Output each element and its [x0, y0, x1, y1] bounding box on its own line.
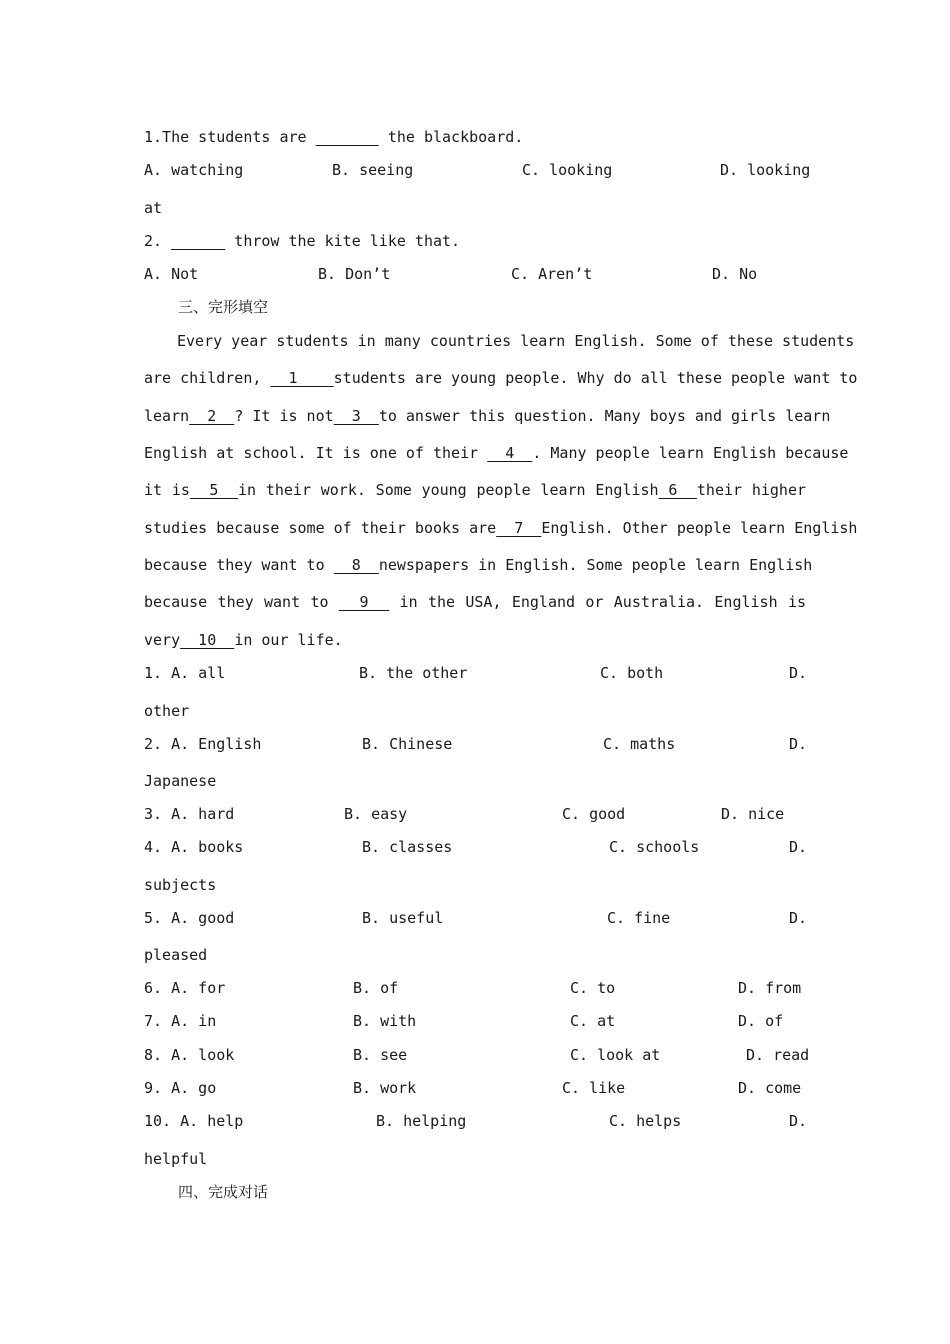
passage-text: to answer this question. Many boys and girls learn	[378, 407, 831, 425]
q2-option-b: B. Don’t	[318, 265, 391, 283]
cloze-3-option-c: C. good	[562, 805, 626, 823]
passage-text: English. Other people learn English	[541, 519, 858, 537]
cloze-9-option-a: 9. A. go	[144, 1079, 217, 1097]
section-4-heading: 四、完成对话	[178, 1183, 269, 1201]
question-text: throw the kite like that.	[225, 232, 461, 250]
passage-line-3	[144, 406, 831, 426]
cloze-7-option-b: B. with	[353, 1012, 417, 1030]
cloze-4-option-b: B. classes	[362, 838, 453, 856]
cloze-4-option-d-wrap: subjects	[144, 876, 217, 894]
blank-4: 4	[487, 444, 533, 462]
passage-text: it is	[144, 481, 190, 499]
passage-line-6	[144, 518, 858, 538]
question-text: the blackboard.	[378, 128, 524, 146]
question-2	[144, 231, 460, 251]
cloze-5-option-c: C. fine	[607, 909, 671, 927]
blank-1: 1	[270, 369, 334, 387]
cloze-8-option-b: B. see	[353, 1046, 408, 1064]
q1-option-c: C. looking	[522, 161, 613, 179]
answer-blank	[171, 232, 225, 250]
cloze-1-option-d: D.	[789, 664, 808, 682]
passage-text: in our life.	[234, 631, 343, 649]
blank-7: 7	[496, 519, 542, 537]
passage-text: . Many people learn English because	[532, 444, 849, 462]
passage-text: in the USA, England or Australia. English is	[389, 593, 807, 611]
cloze-3-option-b: B. easy	[344, 805, 408, 823]
cloze-6-option-d: D. from	[738, 979, 802, 997]
cloze-8-option-d: D. read	[746, 1046, 810, 1064]
cloze-1-option-c: C. both	[600, 664, 664, 682]
question-1	[144, 127, 523, 147]
blank-10: 10	[180, 631, 235, 649]
passage-line-2	[144, 368, 858, 388]
passage-line-8	[144, 592, 806, 612]
blank-3: 3	[333, 407, 379, 425]
cloze-10-option-a: 10. A. help	[144, 1112, 244, 1130]
cloze-2-option-c: C. maths	[603, 735, 676, 753]
q2-option-c: C. Aren’t	[511, 265, 593, 283]
passage-line-1: Every year students in many countries learn English. Some of these students	[177, 332, 855, 350]
cloze-8-option-a: 8. A. look	[144, 1046, 235, 1064]
passage-text: English at school. It is one of their	[144, 444, 488, 462]
cloze-6-option-b: B. of	[353, 979, 399, 997]
blank-5: 5	[189, 481, 238, 499]
section-3-heading: 三、完形填空	[178, 298, 269, 316]
cloze-2-option-a: 2. A. English	[144, 735, 262, 753]
cloze-7-option-a: 7. A. in	[144, 1012, 217, 1030]
passage-text: in their work. Some young people learn English	[238, 481, 659, 499]
cloze-10-option-d-wrap: helpful	[144, 1150, 208, 1168]
cloze-6-option-a: 6. A. for	[144, 979, 226, 997]
question-text: 1.The students are	[144, 128, 316, 146]
cloze-5-option-d: D.	[789, 909, 808, 927]
passage-text: newspapers in English. Some people learn English	[378, 556, 813, 574]
passage-line-7	[144, 555, 813, 575]
question-text: 2.	[144, 232, 172, 250]
cloze-6-option-c: C. to	[570, 979, 616, 997]
cloze-9-option-c: C. like	[562, 1079, 626, 1097]
q1-option-d: D. looking	[720, 161, 811, 179]
cloze-3-option-d: D. nice	[721, 805, 785, 823]
cloze-10-option-d: D.	[789, 1112, 808, 1130]
passage-line-5	[144, 480, 806, 500]
passage-line-4	[144, 443, 849, 463]
passage-text: because they want to	[144, 593, 339, 611]
q2-option-a: A. Not	[144, 265, 199, 283]
cloze-7-option-c: C. at	[570, 1012, 616, 1030]
cloze-4-option-a: 4. A. books	[144, 838, 244, 856]
cloze-1-option-a: 1. A. all	[144, 664, 226, 682]
cloze-2-option-d: D.	[789, 735, 808, 753]
passage-text: students are young people. Why do all these people want to	[333, 369, 858, 387]
cloze-10-option-c: C. helps	[609, 1112, 682, 1130]
blank-8: 8	[333, 556, 379, 574]
blank-2: 2	[189, 407, 235, 425]
cloze-8-option-c: C. look at	[570, 1046, 661, 1064]
passage-text: ? It is not	[234, 407, 334, 425]
cloze-1-option-b: B. the other	[359, 664, 468, 682]
q2-option-d: D. No	[712, 265, 758, 283]
passage-text: studies because some of their books are	[144, 519, 497, 537]
passage-line-9	[144, 630, 343, 650]
passage-text: are children,	[144, 369, 271, 387]
q1-option-d-wrap: at	[144, 199, 163, 217]
cloze-1-option-d-wrap: other	[144, 702, 190, 720]
cloze-10-option-b: B. helping	[376, 1112, 467, 1130]
cloze-4-option-c: C. schools	[609, 838, 700, 856]
cloze-3-option-a: 3. A. hard	[144, 805, 235, 823]
cloze-5-option-d-wrap: pleased	[144, 946, 208, 964]
cloze-7-option-d: D. of	[738, 1012, 784, 1030]
blank-6: 6	[658, 481, 697, 499]
cloze-9-option-b: B. work	[353, 1079, 417, 1097]
cloze-4-option-d: D.	[789, 838, 808, 856]
answer-blank	[316, 128, 379, 146]
passage-text: very	[144, 631, 181, 649]
cloze-9-option-d: D. come	[738, 1079, 802, 1097]
passage-text: learn	[144, 407, 190, 425]
passage-text: their higher	[696, 481, 807, 499]
q1-option-a: A. watching	[144, 161, 244, 179]
cloze-5-option-a: 5. A. good	[144, 909, 235, 927]
blank-9: 9	[338, 593, 390, 611]
cloze-2-option-d-wrap: Japanese	[144, 772, 217, 790]
passage-text: because they want to	[144, 556, 334, 574]
q1-option-b: B. seeing	[332, 161, 414, 179]
cloze-5-option-b: B. useful	[362, 909, 444, 927]
cloze-2-option-b: B. Chinese	[362, 735, 453, 753]
